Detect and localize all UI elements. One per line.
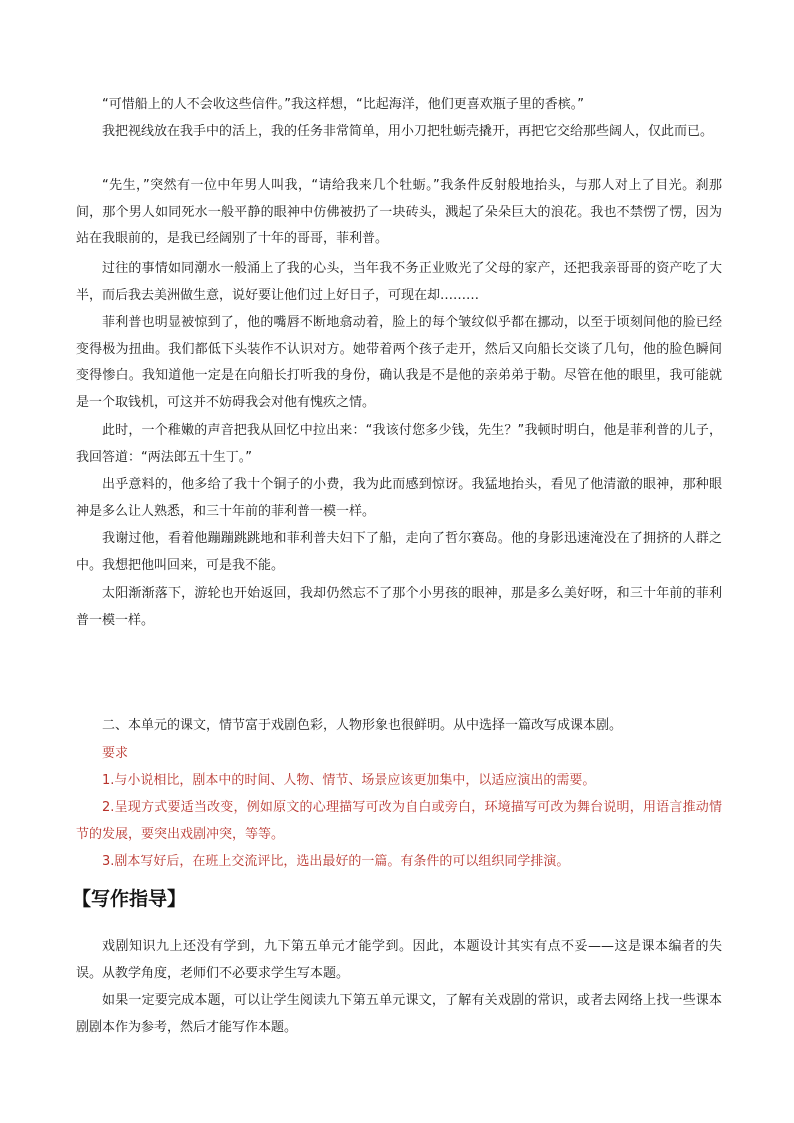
story-paragraph-1: “可惜船上的人不会收这些信件。”我这样想，“比起海洋，他们更喜欢瓶子里的香槟。”: [102, 97, 584, 112]
story-paragraph-6: 此时，一个稚嫩的声音把我从回忆中拉出来：“我该付您多少钱，先生？”我顿时明白，他是菲利普的儿子，我回答道：“两法郎五十生丁。”: [76, 423, 722, 465]
task-intro: 二、本单元的课文，情节富于戏剧色彩，人物形象也很鲜明。从中选择一篇改写成课本剧。: [102, 718, 623, 733]
requirements-label: 要求: [102, 746, 129, 761]
requirement-3: 3.剧本写好后，在班上交流评比，选出最好的一篇。有条件的可以组织同学排演。: [102, 854, 570, 869]
story-paragraph-2: 我把视线放在我手中的活上，我的任务非常简单，用小刀把牡蛎壳撬开，再把它交给那些阔人，仅此而已。: [102, 124, 714, 139]
requirement-2: 2.呈现方式要适当改变，例如原文的心理描写可改为自白或旁白，环境描写可改为舞台说明，用语言推动情节的发展，要突出戏剧冲突，等等。: [76, 800, 722, 842]
story-paragraph-8: 我谢过他，看着他蹦蹦跳跳地和菲利普夫妇下了船，走向了哲尔赛岛。他的身影迅速淹没在了拥挤的人群之中。我想把他叫回来，可是我不能。: [76, 531, 722, 573]
writing-guide-heading: 【写作指导】: [72, 888, 187, 910]
story-paragraph-7: 出乎意料的，他多给了我十个铜子的小费，我为此而感到惊讶。我猛地抬头，看见了他清澈的眼神，那种眼神是多么让人熟悉，和三十年前的菲利普一模一样。: [76, 477, 722, 519]
story-paragraph-5: 菲利普也明显被惊到了，他的嘴唇不断地翕动着，脸上的每个皱纹似乎都在挪动，以至于顷刻间他的脸已经变得极为扭曲。我们都低下头装作不认识对方。她带着两个孩子走开，然后又向船长交谈了几句，他的脸色瞬间变得惨白。我知道他一定是在向船长打听我的身份，确认我是不是他的亲弟弟于勒。尽管在他的眼里，我可能就是一个取钱机，可这并不妨碍我会对他有愧疚之情。: [76, 315, 722, 410]
story-paragraph-3: “先生，”突然有一位中年男人叫我，“请给我来几个牡蛎。”我条件反射般地抬头，与那人对上了目光。刹那间，那个男人如同死水一般平静的眼神中仿佛被扔了一块砖头，溅起了朵朵巨大的浪花。我也不禁愣了愣，因为站在我眼前的，是我已经阔别了十年的哥哥，菲利普。: [76, 178, 722, 246]
guide-paragraph-2: 如果一定要完成本题，可以让学生阅读九下第五单元课文，了解有关戏剧的常识，或者去网络上找一些课本剧剧本作为参考，然后才能写作本题。: [76, 993, 722, 1035]
requirement-1: 1.与小说相比，剧本中的时间、人物、情节、场景应该更加集中，以适应演出的需要。: [102, 773, 596, 788]
guide-paragraph-1: 戏剧知识九上还没有学到，九下第五单元才能学到。因此，本题设计其实有点不妥——这是课本编者的失误。从教学角度，老师们不必要求学生写本题。: [76, 939, 722, 981]
story-paragraph-4: 过往的事情如同潮水一般涌上了我的心头，当年我不务正业败光了父母的家产，还把我亲哥哥的资产吃了大半，而后我去美洲做生意，说好要让他们过上好日子，可现在却………: [76, 261, 722, 303]
story-paragraph-9: 太阳渐渐落下，游轮也开始返回，我却仍然忘不了那个小男孩的眼神，那是多么美好呀，和三十年前的菲利普一模一样。: [76, 586, 722, 628]
